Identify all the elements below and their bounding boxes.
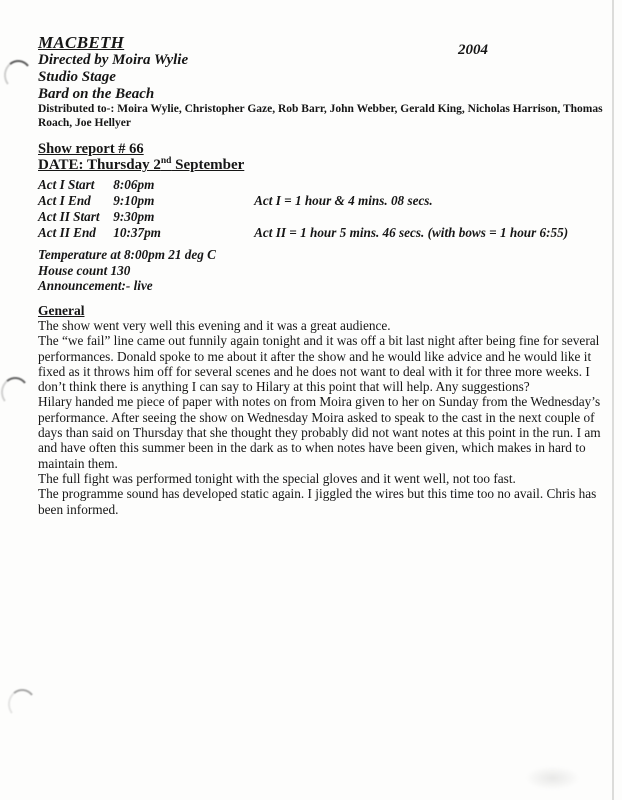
note-line: fixed as it throws him off for several scenes and he does not want to deal with it for three more weeks. I	[38, 363, 590, 379]
note-line: The programme sound has developed static again. I jiggled the wires but this time too no avail. Chris has	[38, 486, 597, 502]
note-line: days than said on Thursday that she thought they probably did not want notes at this point in the run. I am	[38, 425, 601, 441]
scan-smudge	[525, 766, 580, 790]
act-time: 8:06pm	[113, 177, 155, 192]
show-conditions	[38, 247, 216, 294]
act-time: 9:30pm	[113, 209, 155, 224]
table-row	[38, 209, 568, 225]
act-duration-note: Act I = 1 hour & 4 mins. 08 secs.	[254, 193, 433, 208]
production-byline	[38, 52, 188, 103]
show-title: MACBETH	[38, 33, 125, 52]
distribution-list	[38, 103, 603, 130]
distribution-line: Roach, Joe Hellyer	[38, 116, 131, 129]
date-month: September	[171, 157, 245, 173]
note-line: and have often this summer been in the dark as to when notes have been given, which makes in hard to	[38, 440, 586, 456]
date-ordinal: nd	[160, 156, 172, 166]
table-row	[38, 193, 568, 209]
note-line: The “we fail” line came out funnily again tonight and it was off a bit last night after being fine for several	[38, 333, 600, 349]
announcement-line: Announcement:- live	[38, 278, 153, 293]
note-line: The show went very well this evening and it was a great audience.	[38, 318, 391, 333]
report-date-heading	[38, 156, 244, 174]
table-row	[38, 177, 568, 193]
stage-line: Studio Stage	[38, 69, 116, 85]
directed-by-line: Directed by Moira Wylie	[38, 52, 189, 68]
company-line: Bard on the Beach	[38, 86, 155, 102]
note-line: maintain them.	[38, 455, 118, 471]
general-section-heading: General	[38, 303, 85, 318]
note-line: performance. After seeing the show on Wednesday Moira asked to speak to the cast in the next couple of	[38, 409, 595, 425]
act-time: 9:10pm	[113, 193, 155, 208]
table-row	[38, 225, 568, 241]
temperature-line: Temperature at 8:00pm 21 deg C	[38, 247, 216, 262]
date-text: DATE: Thursday 2	[38, 157, 161, 173]
hole-punch-mark	[7, 688, 38, 721]
note-line: Hilary handed me piece of paper with notes on from Moira given to her on Sunday from the Wednesday’s	[38, 394, 601, 410]
act-label: Act I Start	[38, 177, 95, 192]
report-number-heading: Show report # 66	[38, 141, 144, 157]
hole-punch-mark	[3, 59, 34, 92]
note-line: don’t think there is anything I can say to Hilary at this point that will help. Any suggestions?	[38, 379, 530, 395]
general-notes	[38, 318, 601, 517]
note-line: performances. Donald spoke to me about it after the show and he would like advice and he would like it	[38, 348, 592, 364]
note-line: been informed.	[38, 501, 119, 517]
act-label: Act I End	[38, 193, 91, 208]
act-label: Act II End	[38, 225, 96, 240]
note-line: The full fight was performed tonight with the special gloves and it went well, not too fast.	[38, 470, 516, 486]
act-duration-note: Act II = 1 hour 5 mins. 46 secs. (with bows = 1 hour 6:55)	[254, 225, 569, 240]
act-label: Act II Start	[38, 209, 100, 224]
house-count-line: House count 130	[38, 262, 131, 278]
act-timings-table	[38, 177, 568, 241]
paper-edge-line	[612, 0, 614, 800]
hole-punch-mark	[0, 376, 30, 409]
distribution-line: Distributed to-: Moira Wylie, Christopher Gaze, Rob Barr, John Webber, Gerald King, Nicholas Harrison, Thomas	[38, 103, 603, 115]
act-time: 10:37pm	[113, 225, 161, 240]
year-label: 2004	[458, 42, 488, 58]
